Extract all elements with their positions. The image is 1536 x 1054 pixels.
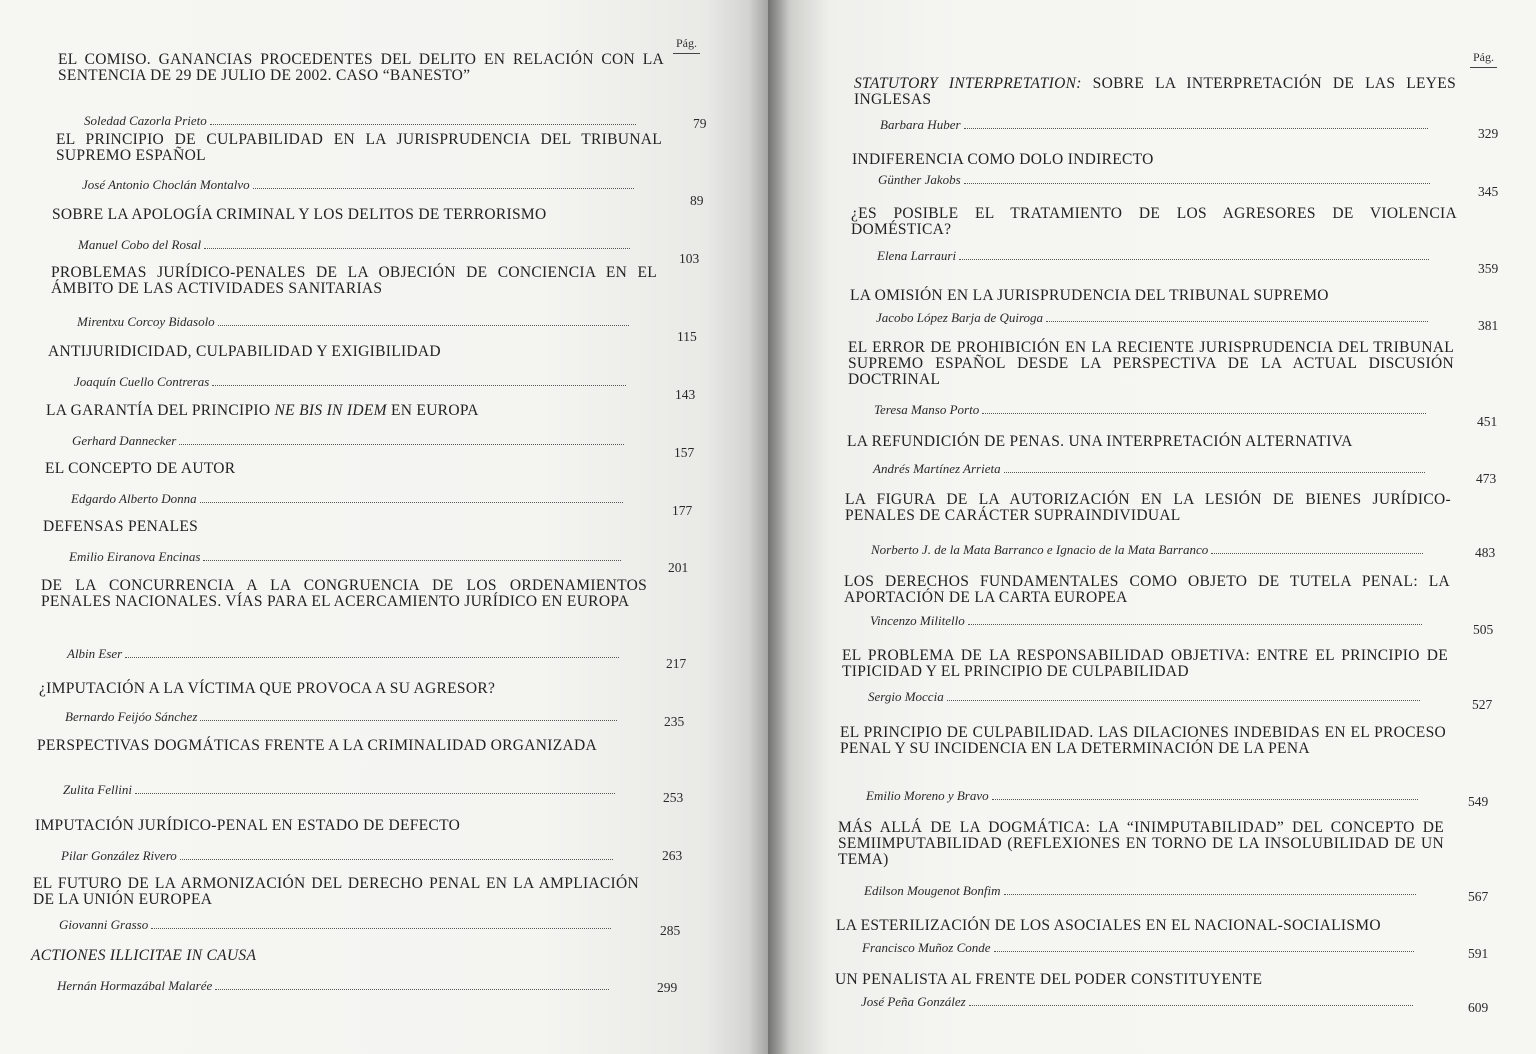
entry-title-text: UN PENALISTA AL FRENTE DEL PODER CONSTITUYENTE bbox=[835, 971, 1263, 988]
toc-entry bbox=[835, 971, 1441, 1009]
entry-author: Zulita Fellini bbox=[63, 782, 132, 797]
entry-author: Teresa Manso Porto bbox=[874, 402, 980, 417]
entry-author: José Peña González bbox=[861, 994, 966, 1009]
entry-title bbox=[52, 207, 658, 223]
entry-page-number: 285 bbox=[660, 923, 681, 938]
author-row bbox=[874, 402, 1430, 418]
toc-entry bbox=[46, 402, 652, 448]
entry-page-number: 567 bbox=[1468, 889, 1489, 904]
entry-title-text: ¿IMPUTACIÓN A LA VÍCTIMA QUE PROVOCA A SU AGRESOR? bbox=[39, 680, 496, 697]
leader-dots bbox=[964, 127, 1428, 129]
entry-author: Mirentxu Corcoy Bidasolo bbox=[77, 314, 215, 329]
entry-author: Andrés Martínez Arrieta bbox=[873, 461, 1001, 476]
author-row bbox=[65, 709, 621, 725]
entry-page-number: 381 bbox=[1478, 318, 1499, 333]
entry-author: Elena Larrauri bbox=[877, 248, 957, 263]
entry-page-number: 177 bbox=[672, 503, 693, 518]
entry-author: Hernán Hormazábal Malarée bbox=[57, 978, 213, 993]
entry-title bbox=[847, 434, 1453, 450]
leader-dots bbox=[212, 384, 626, 386]
author-row bbox=[59, 917, 615, 933]
toc-entry bbox=[37, 737, 643, 797]
entry-title bbox=[48, 344, 654, 360]
entry-title bbox=[33, 876, 639, 908]
entry-title-suffix: EN EUROPA bbox=[390, 402, 479, 419]
leader-dots bbox=[992, 798, 1418, 800]
entry-title bbox=[56, 132, 662, 164]
entry-title bbox=[58, 52, 664, 84]
leader-dots bbox=[200, 501, 623, 503]
entry-title bbox=[850, 288, 1456, 304]
author-row bbox=[873, 461, 1429, 477]
leader-dots bbox=[200, 719, 617, 721]
entry-title-text: EL PRINCIPIO DE CULPABILIDAD. LAS DILACIONES INDEBIDAS EN EL PROCESO PENAL Y SU INCIDENCIA EN LA DETERMINACIÓN DE LA PENA bbox=[840, 724, 1446, 757]
entry-author: Joaquín Cuello Contreras bbox=[74, 374, 210, 389]
entry-page-number: 89 bbox=[690, 193, 704, 208]
toc-entry bbox=[56, 131, 662, 192]
entry-title-text: DEFENSAS PENALES bbox=[43, 518, 199, 535]
entry-title-text: LA REFUNDICIÓN DE PENAS. UNA INTERPRETACIÓN ALTERNATIVA bbox=[847, 433, 1353, 450]
leader-dots bbox=[947, 699, 1420, 701]
author-row bbox=[877, 248, 1433, 264]
toc-entry bbox=[854, 75, 1456, 132]
author-row bbox=[57, 978, 613, 994]
entry-title-italic: NE BIS IN IDEM bbox=[274, 402, 387, 419]
entry-page-number: 79 bbox=[693, 116, 707, 131]
entry-page-number: 609 bbox=[1468, 1000, 1489, 1015]
leader-dots bbox=[218, 324, 629, 326]
entry-page-number: 329 bbox=[1478, 126, 1499, 141]
entry-title-text: LA OMISIÓN EN LA JURISPRUDENCIA DEL TRIBUNAL SUPREMO bbox=[850, 287, 1329, 304]
author-row bbox=[870, 613, 1426, 629]
author-row bbox=[67, 646, 623, 662]
entry-title bbox=[838, 820, 1444, 868]
toc-entry bbox=[847, 433, 1453, 476]
entry-author: Gerhard Dannecker bbox=[72, 433, 177, 448]
entry-title-suffix: SOBRE LA INTERPRETACIÓN DE LAS LEYES INGLESAS bbox=[854, 75, 1456, 108]
entry-author: Emilio Moreno y Bravo bbox=[866, 788, 989, 803]
entry-title bbox=[39, 681, 645, 697]
toc-entry bbox=[838, 819, 1444, 898]
entry-page-number: 157 bbox=[674, 445, 695, 460]
entry-title-text: LA ESTERILIZACIÓN DE LOS ASOCIALES EN EL NACIONAL-SOCIALISMO bbox=[836, 917, 1381, 934]
pag-label-right: Pág. bbox=[1470, 50, 1497, 68]
author-row bbox=[78, 237, 634, 253]
leader-dots bbox=[204, 247, 630, 249]
author-row bbox=[864, 883, 1420, 899]
author-row bbox=[63, 782, 619, 798]
entry-page-number: 549 bbox=[1468, 794, 1489, 809]
leader-dots bbox=[994, 950, 1414, 952]
author-row bbox=[72, 433, 628, 449]
entry-title bbox=[854, 76, 1456, 108]
entry-title bbox=[836, 918, 1442, 934]
entry-title bbox=[41, 578, 647, 610]
pag-label-left: Pág. bbox=[673, 36, 700, 54]
author-row bbox=[866, 788, 1422, 804]
leader-dots bbox=[179, 443, 624, 445]
author-row bbox=[861, 994, 1417, 1010]
entry-page-number: 115 bbox=[677, 329, 697, 344]
entry-title bbox=[844, 574, 1450, 606]
entry-title-text: LA GARANTÍA DEL PRINCIPIO bbox=[46, 402, 271, 419]
author-row bbox=[61, 848, 617, 864]
entry-title bbox=[842, 648, 1448, 680]
entry-title bbox=[51, 265, 657, 297]
leader-dots bbox=[1004, 471, 1425, 473]
entry-author: Manuel Cobo del Rosal bbox=[78, 237, 202, 252]
toc-entry bbox=[852, 151, 1458, 187]
entry-title-text: PERSPECTIVAS DOGMÁTICAS FRENTE A LA CRIMINALIDAD ORGANIZADA bbox=[37, 737, 597, 754]
entry-page-number: 299 bbox=[657, 980, 678, 995]
toc-entry bbox=[845, 491, 1451, 557]
leader-dots bbox=[180, 858, 613, 860]
toc-entry bbox=[51, 264, 657, 329]
toc-entry bbox=[840, 724, 1446, 803]
entry-title bbox=[31, 948, 637, 964]
entry-title-text: SOBRE LA APOLOGÍA CRIMINAL Y LOS DELITOS DE TERRORISMO bbox=[52, 206, 547, 223]
author-row bbox=[84, 113, 640, 129]
entry-title-text: LOS DERECHOS FUNDAMENTALES COMO OBJETO DE TUTELA PENAL: LA APORTACIÓN DE LA CARTA EUROPEA bbox=[844, 573, 1450, 606]
entry-title-text: INDIFERENCIA COMO DOLO INDIRECTO bbox=[852, 151, 1154, 168]
toc-entry bbox=[41, 577, 647, 661]
entry-page-number: 527 bbox=[1472, 697, 1493, 712]
author-row bbox=[868, 689, 1424, 705]
gutter-shadow bbox=[748, 0, 788, 1054]
entry-title-text: EL PROBLEMA DE LA RESPONSABILIDAD OBJETIVA: ENTRE EL PRINCIPIO DE TIPICIDAD Y EL PRINCIPIO DE CULPABILIDAD bbox=[842, 647, 1448, 680]
entry-title bbox=[852, 152, 1458, 168]
entry-title-text: PROBLEMAS JURÍDICO-PENALES DE LA OBJECIÓN DE CONCIENCIA EN EL ÁMBITO DE LAS ACTIVIDADES SANITARIAS bbox=[51, 264, 657, 297]
entry-title-text: IMPUTACIÓN JURÍDICO-PENAL EN ESTADO DE DEFECTO bbox=[35, 817, 461, 834]
entry-page-number: 201 bbox=[668, 560, 689, 575]
entry-title-text: EL PRINCIPIO DE CULPABILIDAD EN LA JURISPRUDENCIA DEL TRIBUNAL SUPREMO ESPAÑOL bbox=[56, 131, 662, 164]
entry-author: Jacobo López Barja de Quiroga bbox=[876, 310, 1044, 325]
entry-title bbox=[35, 818, 641, 834]
leader-dots bbox=[969, 1004, 1413, 1006]
leader-dots bbox=[959, 258, 1429, 260]
entry-page-number: 103 bbox=[679, 251, 700, 266]
entry-title-text: MÁS ALLÁ DE LA DOGMÁTICA: LA “INIMPUTABILIDAD” DEL CONCEPTO DE SEMIIMPUTABILIDAD (REFLEXIONES EN TORNO DE LA INSOLUBILIDAD DE UN TEMA) bbox=[838, 819, 1444, 868]
leader-dots bbox=[968, 623, 1422, 625]
toc-entry bbox=[35, 817, 641, 863]
entry-author: Sergio Moccia bbox=[868, 689, 944, 704]
entry-author: Albin Eser bbox=[67, 646, 123, 661]
entry-author: Edilson Mougenot Bonfim bbox=[864, 883, 1001, 898]
entry-title-italic: ACTIONES ILLICITAE IN CAUSA bbox=[31, 947, 257, 964]
entry-title-text: ANTIJURIDICIDAD, CULPABILIDAD Y EXIGIBILIDAD bbox=[48, 343, 441, 360]
leader-dots bbox=[151, 927, 611, 929]
entry-title bbox=[45, 461, 651, 477]
toc-entry bbox=[850, 287, 1456, 325]
entry-author: Vincenzo Militello bbox=[870, 613, 965, 628]
entry-title-italic: STATUTORY INTERPRETATION: bbox=[854, 75, 1082, 92]
entry-page-number: 591 bbox=[1468, 946, 1489, 961]
entry-title-text: LA FIGURA DE LA AUTORIZACIÓN EN LA LESIÓN DE BIENES JURÍDICO-PENALES DE CARÁCTER SUPRAINDIVIDUAL bbox=[845, 491, 1451, 524]
entry-title bbox=[37, 738, 643, 754]
author-row bbox=[77, 314, 633, 330]
entry-title bbox=[835, 972, 1441, 988]
entry-author: Bernardo Feijóo Sánchez bbox=[65, 709, 198, 724]
leader-dots bbox=[1004, 893, 1417, 895]
entry-author: Barbara Huber bbox=[880, 117, 961, 132]
leader-dots bbox=[203, 559, 621, 561]
entry-page-number: 263 bbox=[662, 848, 683, 863]
entry-title bbox=[845, 492, 1451, 524]
leader-dots bbox=[215, 988, 609, 990]
leader-dots bbox=[1046, 320, 1428, 322]
entry-page-number: 505 bbox=[1473, 622, 1494, 637]
entry-page-number: 483 bbox=[1475, 545, 1496, 560]
entry-title bbox=[840, 725, 1446, 757]
entry-page-number: 345 bbox=[1478, 184, 1499, 199]
author-row bbox=[71, 491, 627, 507]
author-row bbox=[69, 549, 625, 565]
author-row bbox=[862, 940, 1418, 956]
entry-title-text: EL COMISO. GANANCIAS PROCEDENTES DEL DELITO EN RELACIÓN CON LA SENTENCIA DE 29 DE JULIO DE 2002. CASO “BANESTO” bbox=[58, 51, 664, 84]
entry-page-number: 451 bbox=[1477, 414, 1498, 429]
entry-author: Emilio Eiranova Encinas bbox=[69, 549, 201, 564]
toc-entry bbox=[848, 339, 1454, 417]
author-row bbox=[876, 310, 1432, 326]
author-row bbox=[82, 177, 638, 193]
author-row bbox=[878, 172, 1434, 188]
entry-author: Norberto J. de la Mata Barranco e Ignacio de la Mata Barranco bbox=[871, 542, 1209, 557]
entry-author: José Antonio Choclán Montalvo bbox=[82, 177, 250, 192]
leader-dots bbox=[125, 656, 619, 658]
author-row bbox=[880, 117, 1432, 133]
entry-page-number: 235 bbox=[664, 714, 685, 729]
leader-dots bbox=[982, 412, 1426, 414]
entry-author: Soledad Cazorla Prieto bbox=[84, 113, 207, 128]
leader-dots bbox=[964, 182, 1430, 184]
leader-dots bbox=[135, 792, 615, 794]
entry-title bbox=[46, 403, 652, 419]
entry-title-text: DE LA CONCURRENCIA A LA CONGRUENCIA DE LOS ORDENAMIENTOS PENALES NACIONALES. VÍAS PARA EL ACERCAMIENTO JURÍDICO EN EUROPA bbox=[41, 577, 647, 610]
entry-title bbox=[43, 519, 649, 535]
entry-title-text: EL ERROR DE PROHIBICIÓN EN LA RECIENTE JURISPRUDENCIA DEL TRIBUNAL SUPREMO ESPAÑOL DESDE LA PERSPECTIVA DE LA ACTUAL DISCUSIÓN DOCTRINAL bbox=[848, 339, 1454, 388]
leader-dots bbox=[210, 123, 636, 125]
toc-entry bbox=[48, 343, 654, 389]
toc-entry bbox=[842, 647, 1448, 704]
leader-dots bbox=[253, 187, 634, 189]
entry-author: Giovanni Grasso bbox=[59, 917, 149, 932]
toc-entry bbox=[52, 206, 658, 252]
toc-entry bbox=[33, 875, 639, 932]
right-page bbox=[768, 0, 1536, 1054]
toc-entry bbox=[39, 680, 645, 724]
entry-title-text: EL FUTURO DE LA ARMONIZACIÓN DEL DERECHO PENAL EN LA AMPLIACIÓN DE LA UNIÓN EUROPEA bbox=[33, 875, 639, 908]
entry-page-number: 473 bbox=[1476, 471, 1497, 486]
author-row bbox=[74, 374, 630, 390]
toc-entry bbox=[45, 460, 651, 506]
author-row bbox=[871, 542, 1427, 558]
toc-entry bbox=[851, 205, 1457, 263]
entry-title-text: ¿ES POSIBLE EL TRATAMIENTO DE LOS AGRESORES DE VIOLENCIA DOMÉSTICA? bbox=[851, 205, 1457, 238]
leader-dots bbox=[1211, 552, 1423, 554]
toc-entry bbox=[43, 518, 649, 564]
entry-page-number: 359 bbox=[1478, 261, 1499, 276]
toc-entry bbox=[31, 947, 637, 993]
entry-title bbox=[851, 206, 1457, 238]
entry-author: Edgardo Alberto Donna bbox=[71, 491, 197, 506]
entry-author: Francisco Muñoz Conde bbox=[862, 940, 991, 955]
entry-author: Pilar González Rivero bbox=[61, 848, 177, 863]
entry-page-number: 253 bbox=[663, 790, 684, 805]
entry-title bbox=[848, 340, 1454, 388]
toc-entry bbox=[58, 51, 664, 128]
toc-entry bbox=[836, 917, 1442, 955]
entry-title-text: EL CONCEPTO DE AUTOR bbox=[45, 460, 236, 477]
entry-author: Günther Jakobs bbox=[878, 172, 961, 187]
toc-entry bbox=[844, 573, 1450, 628]
entry-page-number: 143 bbox=[675, 387, 696, 402]
entry-page-number: 217 bbox=[666, 656, 687, 671]
